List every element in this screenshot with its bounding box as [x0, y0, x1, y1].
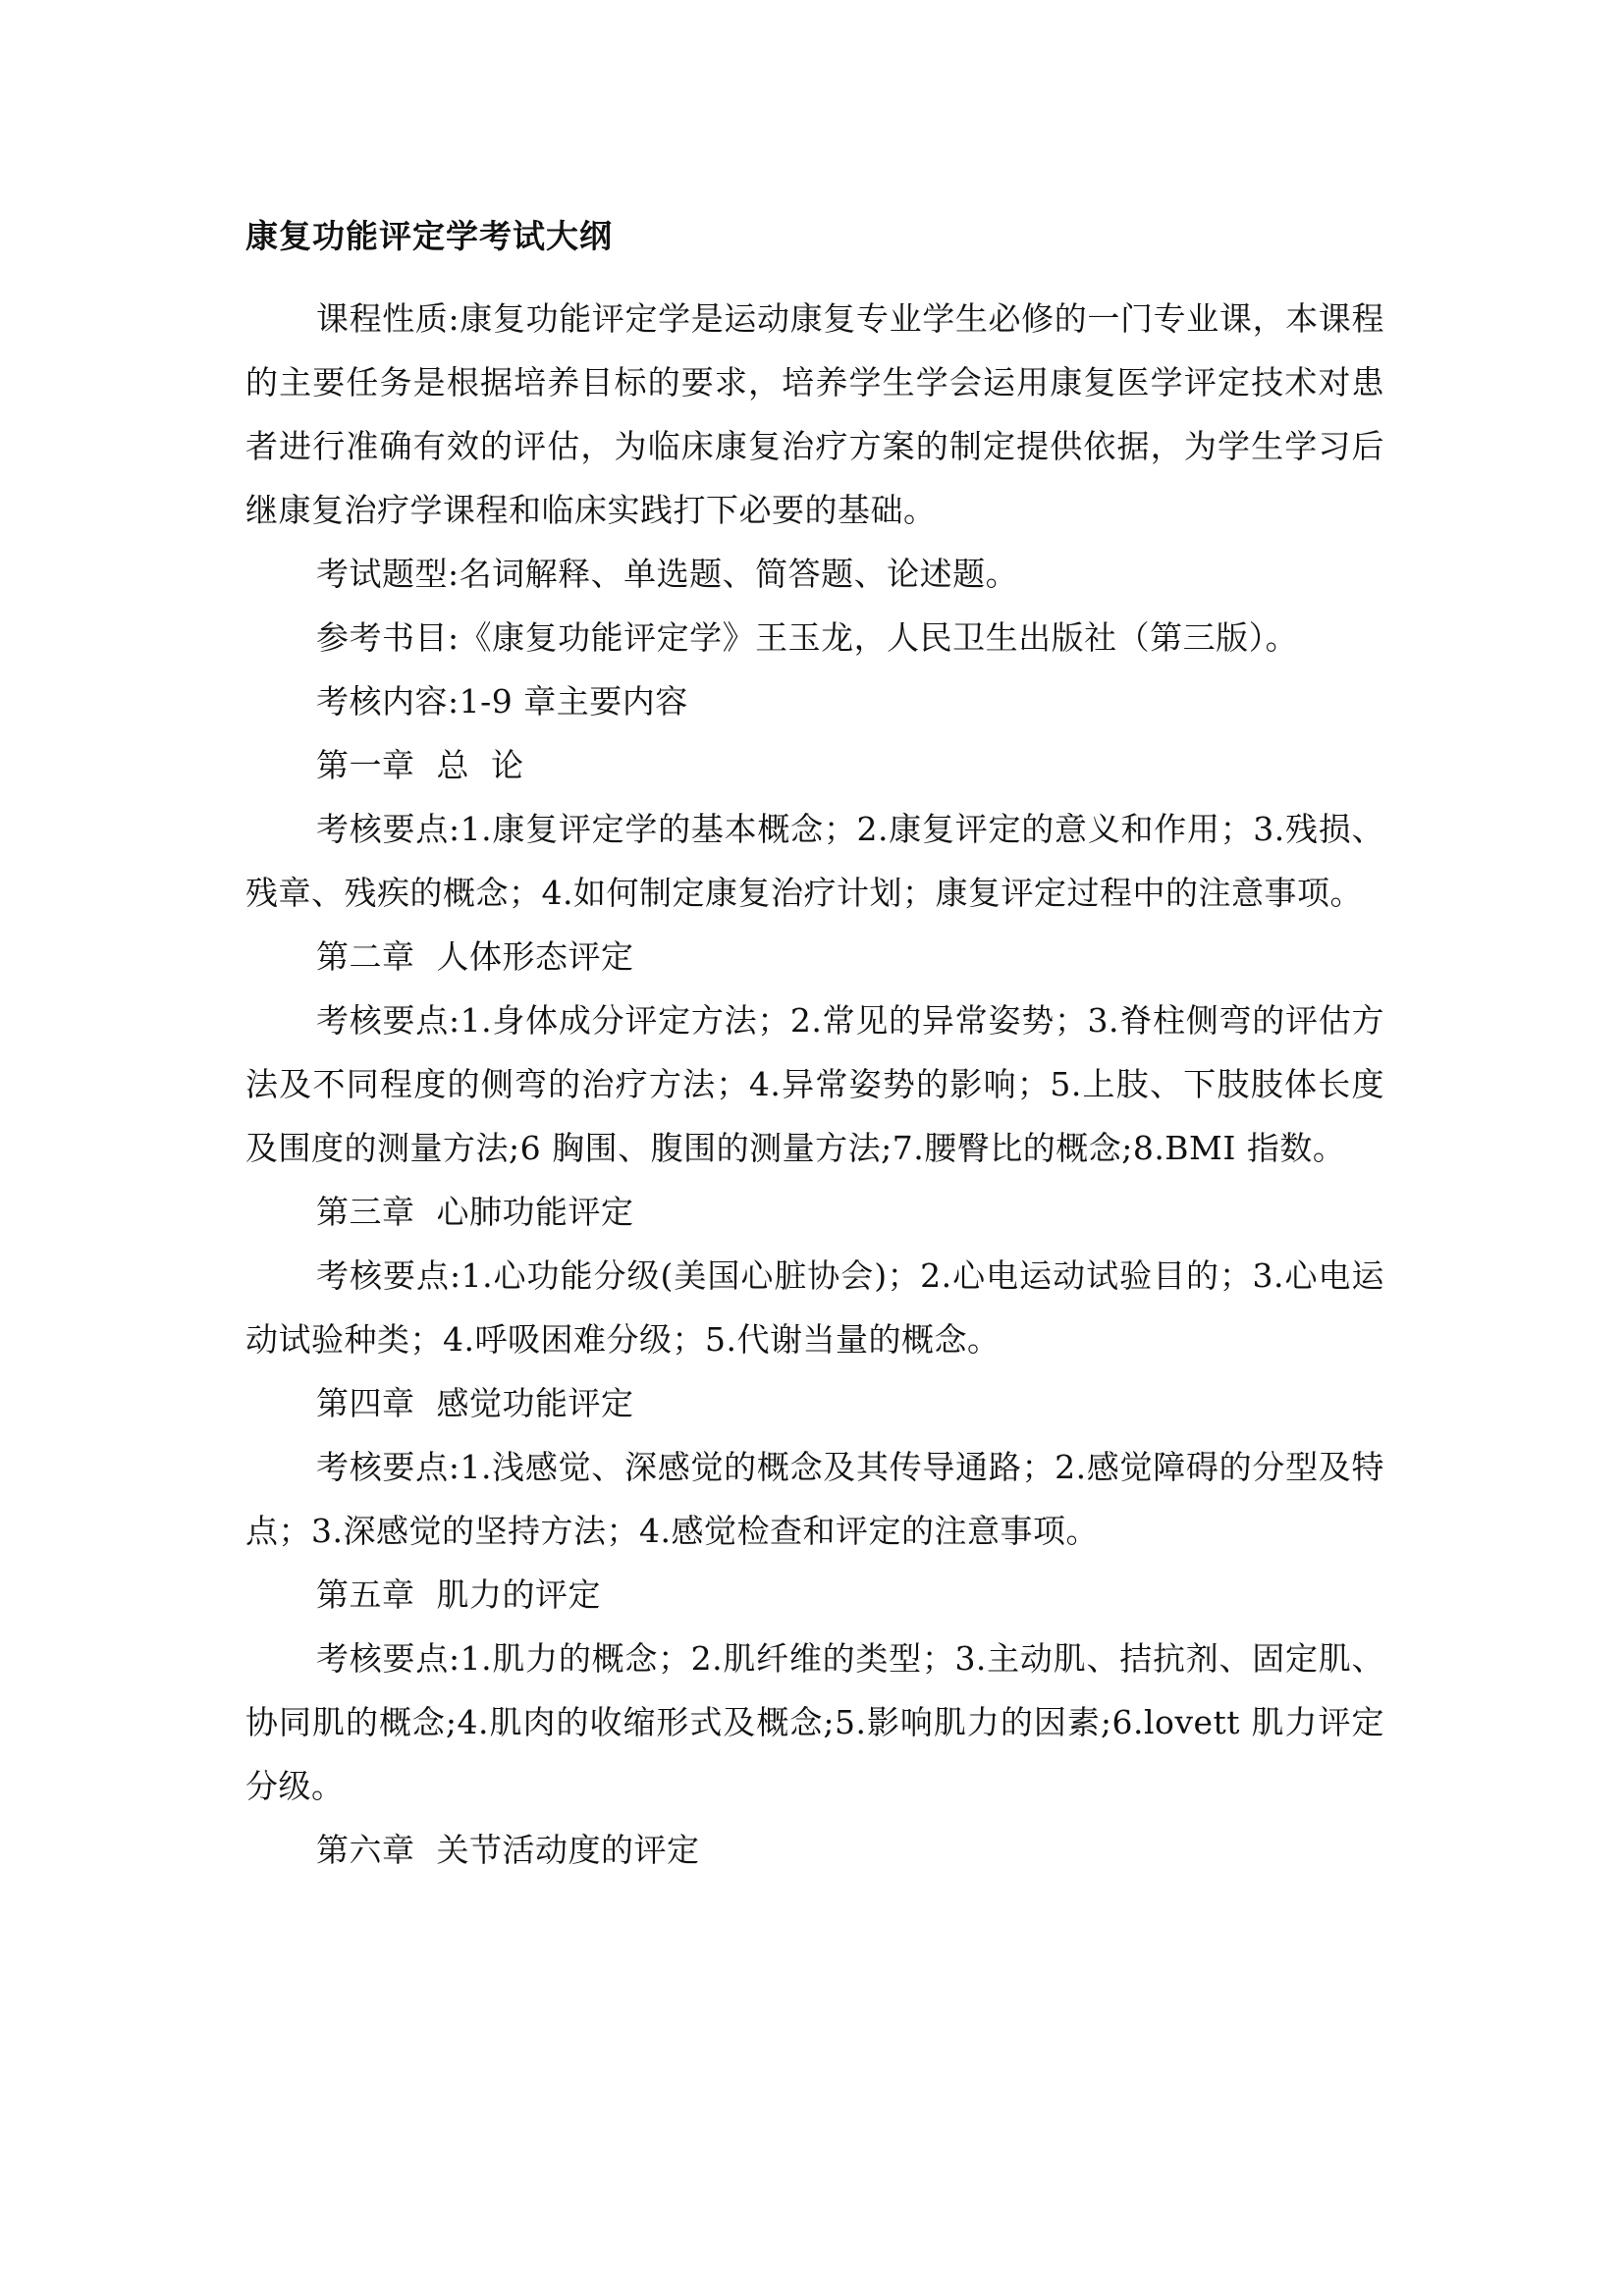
- exam-question-types: 考试题型:名词解释、单选题、简答题、论述题。: [316, 555, 1019, 593]
- course-nature-paragraph: 课程性质:康复功能评定学是运动康复专业学生必修的一门专业课，本课程的主要任务是根据培养目标的要求，培养学生学会运用康复医学评定技术对患者进行准确有效的评估，为临床康复治疗方案的制定提供依据，为学生学习后继康复治疗学课程和临床实践打下必要的基础。: [245, 299, 1384, 529]
- chapter-5-heading: 第五章 肌力的评定: [316, 1575, 601, 1614]
- chapter-1-heading: 第一章 总 论: [316, 746, 524, 784]
- chapter-2-points: 考核要点:1.身体成分评定方法；2.常见的异常姿势；3.脊柱侧弯的评估方法及不同程度的侧弯的治疗方法；4.异常姿势的影响；5.上肢、下肢肢体长度及围度的测量方法;6 胸围、腹围的测量方法;7.腰臀比的概念;8.BMI 指数。: [245, 1001, 1384, 1167]
- chapter-6-heading: 第六章 关节活动度的评定: [316, 1831, 700, 1869]
- chapter-3-heading: 第三章 心肺功能评定: [316, 1193, 634, 1231]
- reference-book: 参考书目:《康复功能评定学》王玉龙，人民卫生出版社（第三版）。: [316, 618, 1299, 657]
- document-title: 康复功能评定学考试大纲: [245, 217, 613, 255]
- chapter-1-points: 考核要点:1.康复评定学的基本概念；2.康复评定的意义和作用；3.残损、残章、残疾的概念；4.如何制定康复治疗计划；康复评定过程中的注意事项。: [245, 810, 1384, 912]
- chapter-5-points: 考核要点:1.肌力的概念；2.肌纤维的类型；3.主动肌、拮抗剂、固定肌、协同肌的概念;4.肌肉的收缩形式及概念;5.影响肌力的因素;6.lovett 肌力评定分级。: [245, 1639, 1384, 1805]
- document-page: [245, 206, 1384, 1882]
- exam-content: 考核内容:1-9 章主要内容: [316, 682, 688, 721]
- chapter-4-heading: 第四章 感觉功能评定: [316, 1384, 634, 1422]
- chapter-2-heading: 第二章 人体形态评定: [316, 937, 634, 976]
- chapter-3-points: 考核要点:1.心功能分级(美国心脏协会)；2.心电运动试验目的；3.心电运动试验种类；4.呼吸困难分级；5.代谢当量的概念。: [245, 1256, 1384, 1359]
- chapter-4-points: 考核要点:1.浅感觉、深感觉的概念及其传导通路；2.感觉障碍的分型及特点；3.深感觉的坚持方法；4.感觉检查和评定的注意事项。: [245, 1448, 1384, 1550]
